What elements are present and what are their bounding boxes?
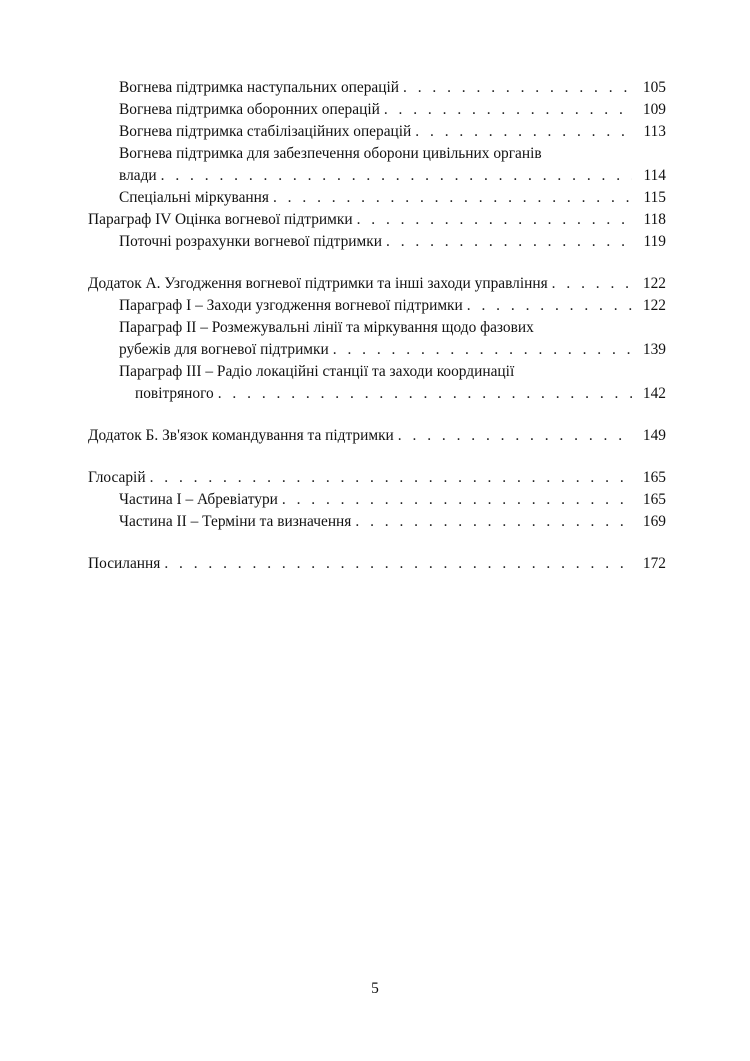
toc-dot-leader <box>161 165 632 187</box>
toc-entry[interactable] <box>88 383 666 405</box>
toc-entry-page: 122 <box>642 297 666 314</box>
toc-entry[interactable] <box>88 121 666 143</box>
toc-entry-title: Поточні розрахунки вогневої підтримки <box>119 233 382 250</box>
toc-dot-leader <box>415 121 632 143</box>
toc-entry-title: Вогнева підтримка оборонних операцій <box>119 101 380 118</box>
toc-dot-leader <box>357 209 632 231</box>
toc-entry-title: Вогнева підтримка стабілізаційних операцій <box>119 123 412 140</box>
toc-entry-page: 142 <box>642 385 666 402</box>
page-number: 5 <box>371 980 379 997</box>
toc-entry[interactable] <box>88 273 666 295</box>
toc-entry-page: 119 <box>643 233 666 250</box>
toc-entry-title-line1[interactable]: Параграф ІІІ – Радіо локаційні станції та заходи координації <box>119 363 515 380</box>
toc-entry-title: Додаток А. Узгодження вогневої підтримки та інші заходи управління <box>88 275 548 292</box>
toc-dot-leader <box>386 231 632 253</box>
toc-entry-title: Глосарій <box>88 469 146 486</box>
toc-entry-title-line1[interactable]: Вогнева підтримка для забезпечення оборони цивільних органів <box>119 145 542 162</box>
toc-entry-page: 118 <box>643 211 666 228</box>
toc-entry-page: 169 <box>642 513 666 530</box>
toc-entry-title: Спеціальні міркування <box>119 189 269 206</box>
toc-dot-leader <box>467 295 632 317</box>
toc-entry[interactable] <box>88 165 666 187</box>
toc-entry-title: Частина І – Абревіатури <box>119 491 278 508</box>
toc-entry-title-line1[interactable]: Параграф ІІ – Розмежувальні лінії та міркування щодо фазових <box>119 319 534 336</box>
toc-entry[interactable] <box>88 339 666 361</box>
toc-entry-title: Частина ІІ – Терміни та визначення <box>119 513 352 530</box>
toc-entry[interactable] <box>88 425 666 447</box>
toc-entry[interactable] <box>88 511 666 533</box>
toc-entry[interactable] <box>88 467 666 489</box>
table-of-contents <box>88 77 666 575</box>
toc-entry[interactable] <box>88 553 666 575</box>
toc-entry-title-line2: рубежів для вогневої підтримки <box>119 341 329 358</box>
toc-dot-leader <box>282 489 632 511</box>
toc-dot-leader <box>164 553 632 575</box>
toc-dot-leader <box>403 77 632 99</box>
toc-entry[interactable] <box>88 187 666 209</box>
toc-entry-title: Посилання <box>88 555 161 572</box>
toc-entry-page: 113 <box>643 123 666 140</box>
toc-entry[interactable] <box>88 209 666 231</box>
toc-entry-page: 139 <box>642 341 666 358</box>
toc-dot-leader <box>150 467 632 489</box>
toc-entry[interactable] <box>88 295 666 317</box>
toc-dot-leader <box>355 511 632 533</box>
toc-dot-leader <box>552 273 632 295</box>
toc-entry-page: 165 <box>642 469 666 486</box>
toc-entry[interactable] <box>88 231 666 253</box>
toc-dot-leader <box>273 187 632 209</box>
toc-entry-title: Параграф І – Заходи узгодження вогневої підтримки <box>119 297 463 314</box>
toc-entry-page: 109 <box>642 101 666 118</box>
toc-entry-page: 115 <box>643 189 666 206</box>
toc-entry-title-line2: влади <box>119 167 157 184</box>
toc-entry-title-line2: повітряного <box>135 385 214 402</box>
toc-entry-title: Додаток Б. Зв'язок командування та підтримки <box>88 427 394 444</box>
toc-dot-leader <box>218 383 632 405</box>
toc-dot-leader <box>398 425 632 447</box>
toc-entry-page: 114 <box>643 167 666 184</box>
toc-entry-page: 172 <box>642 555 666 572</box>
toc-entry-page: 165 <box>642 491 666 508</box>
toc-entry[interactable] <box>88 489 666 511</box>
toc-entry[interactable] <box>88 99 666 121</box>
toc-dot-leader <box>384 99 632 121</box>
toc-entry[interactable] <box>88 77 666 99</box>
toc-entry-title: Вогнева підтримка наступальних операцій <box>119 79 400 96</box>
toc-entry-page: 122 <box>642 275 666 292</box>
toc-entry-page: 149 <box>642 427 666 444</box>
toc-dot-leader <box>333 339 632 361</box>
toc-entry-page: 105 <box>642 79 666 96</box>
toc-entry-title: Параграф IV Оцінка вогневої підтримки <box>88 211 353 228</box>
